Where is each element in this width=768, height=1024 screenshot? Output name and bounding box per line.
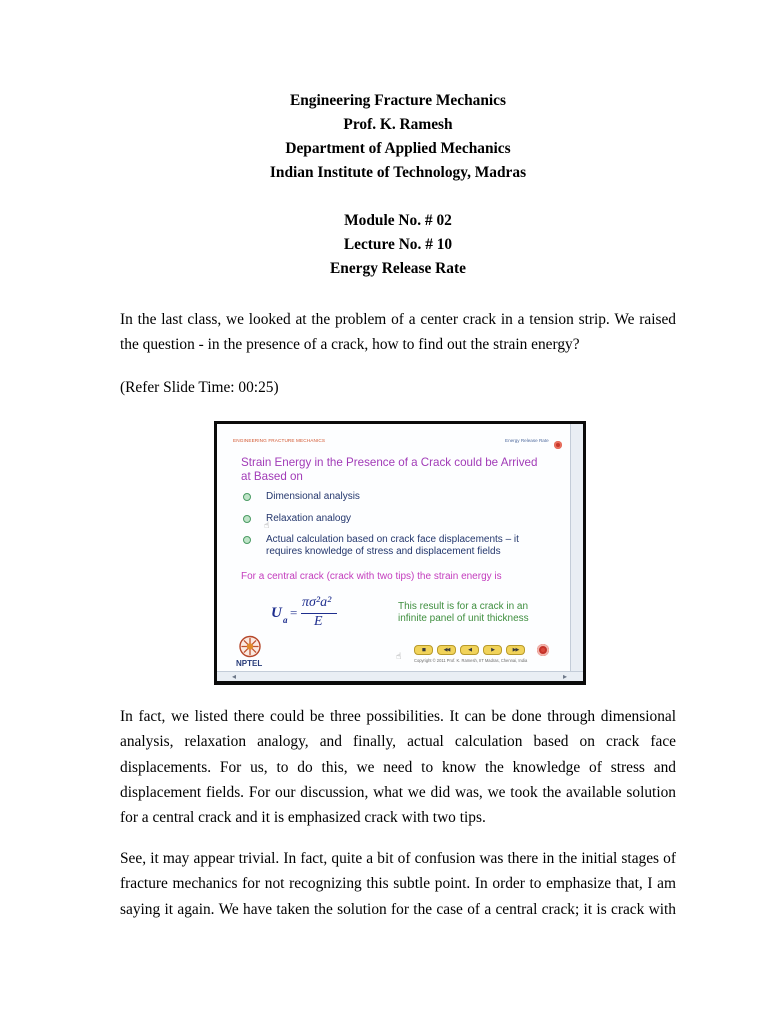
slide-note-line: infinite panel of unit thickness bbox=[398, 613, 529, 624]
paragraph-line: In fact, we listed there could be three possibilities. It can be done through dimensional bbox=[120, 708, 676, 725]
slide-bullet-line: requires knowledge of stress and displacement fields bbox=[266, 546, 501, 557]
slide-topic-label: Energy Release Rate bbox=[505, 438, 549, 443]
fast-forward-icon: ▶▶ bbox=[506, 645, 525, 655]
paragraph-line: See, it may appear trivial. In fact, quite a bit of confusion was there in the initial stages of bbox=[120, 850, 676, 867]
rewind-icon: ◀◀ bbox=[437, 645, 456, 655]
bullet-icon bbox=[243, 536, 251, 544]
slide-title-line: at Based on bbox=[241, 470, 303, 483]
slide-title bbox=[241, 456, 537, 484]
scroll-right-arrow-icon: ▸ bbox=[563, 672, 568, 681]
equation-numerator: πσ²a² bbox=[302, 595, 332, 610]
slide-reference: (Refer Slide Time: 00:25) bbox=[120, 379, 279, 396]
stop-icon: ◼ bbox=[414, 645, 433, 655]
institute-emblem-icon bbox=[554, 441, 562, 449]
nptel-logo-text: NPTEL bbox=[236, 659, 263, 668]
lecture-topic: Energy Release Rate bbox=[330, 260, 466, 277]
slide-bullet-line: Actual calculation based on crack face displacements – it bbox=[266, 534, 519, 545]
slide-bullet-actual-calculation bbox=[266, 534, 519, 558]
equation-denominator: E bbox=[314, 614, 323, 629]
department-name: Department of Applied Mechanics bbox=[285, 140, 511, 157]
professor-name: Prof. K. Ramesh bbox=[343, 116, 453, 133]
slide-course-label: ENGINEERING FRACTURE MECHANICS bbox=[233, 438, 326, 443]
paragraph-line: analysis, relaxation analogy, and finally, actual calculation based on crack face bbox=[120, 733, 676, 751]
bullet-icon bbox=[243, 515, 251, 523]
slide-navigation-bar bbox=[414, 645, 526, 656]
hand-pointer-icon: ☝ bbox=[264, 521, 270, 531]
slide-subtitle: For a central crack (crack with two tips) the strain energy is bbox=[241, 571, 502, 582]
next-icon: ▶ bbox=[483, 645, 502, 655]
institute-name: Indian Institute of Technology, Madras bbox=[269, 164, 527, 181]
paragraph-line: saying it again. We have taken the solution for the case of a central crack; it is crack with bbox=[120, 900, 676, 918]
bullet-icon bbox=[243, 493, 251, 501]
slide-bullet-relaxation-analogy: Relaxation analogy bbox=[266, 513, 352, 524]
iit-madras-logo-icon bbox=[537, 644, 549, 656]
slide-bullet-dimensional-analysis: Dimensional analysis bbox=[266, 491, 360, 502]
course-title: Engineering Fracture Mechanics bbox=[289, 92, 506, 109]
paragraph-line: for a central crack and it is emphasized crack with two tips. bbox=[120, 809, 486, 827]
slide-title-line: Strain Energy in the Presence of a Crack could be Arrived bbox=[241, 456, 538, 469]
paragraph-line: displacements. For us, to do this, we need to know the knowledge of stress and bbox=[120, 758, 676, 776]
paragraph-line: displacement fields. For our discussion, what we did was, we took the available solution bbox=[120, 783, 676, 801]
scroll-left-arrow-icon: ◂ bbox=[232, 672, 237, 681]
slide-note-line: This result is for a crack in an bbox=[398, 601, 529, 612]
slide-screenshot bbox=[214, 421, 586, 685]
paragraph-possibilities bbox=[120, 704, 676, 830]
module-number: Module No. # 02 bbox=[344, 212, 452, 229]
paragraph-subtle-point bbox=[120, 846, 676, 922]
header-spacer bbox=[120, 185, 676, 209]
horizontal-scrollbar bbox=[217, 671, 583, 681]
paragraph-line: fracture mechanics for not recognizing this subtle point. In order to emphasize that, I am bbox=[120, 875, 676, 893]
paragraph-line: In the last class, we looked at the problem of a center crack in a tension strip. We raised bbox=[120, 311, 676, 328]
slide-copyright: Copyright © 2011 Prof. K. Ramesh, IIT Madras, Chennai, India bbox=[414, 658, 528, 663]
paragraph-line: the question - in the presence of a crack, how to find out the strain energy? bbox=[120, 336, 580, 354]
equation-lhs: U bbox=[271, 605, 282, 621]
hand-pointer-icon: ☝ bbox=[396, 652, 402, 662]
equation-equals: = bbox=[290, 605, 298, 620]
previous-icon: ◀ bbox=[460, 645, 479, 655]
lecture-header bbox=[120, 89, 676, 281]
vertical-scrollbar bbox=[570, 424, 583, 671]
slide-note bbox=[398, 601, 529, 625]
nptel-logo-icon bbox=[237, 635, 263, 658]
equation-lhs-subscript: a bbox=[283, 615, 288, 625]
lecture-number: Lecture No. # 10 bbox=[343, 236, 453, 253]
paragraph-intro bbox=[120, 307, 676, 358]
